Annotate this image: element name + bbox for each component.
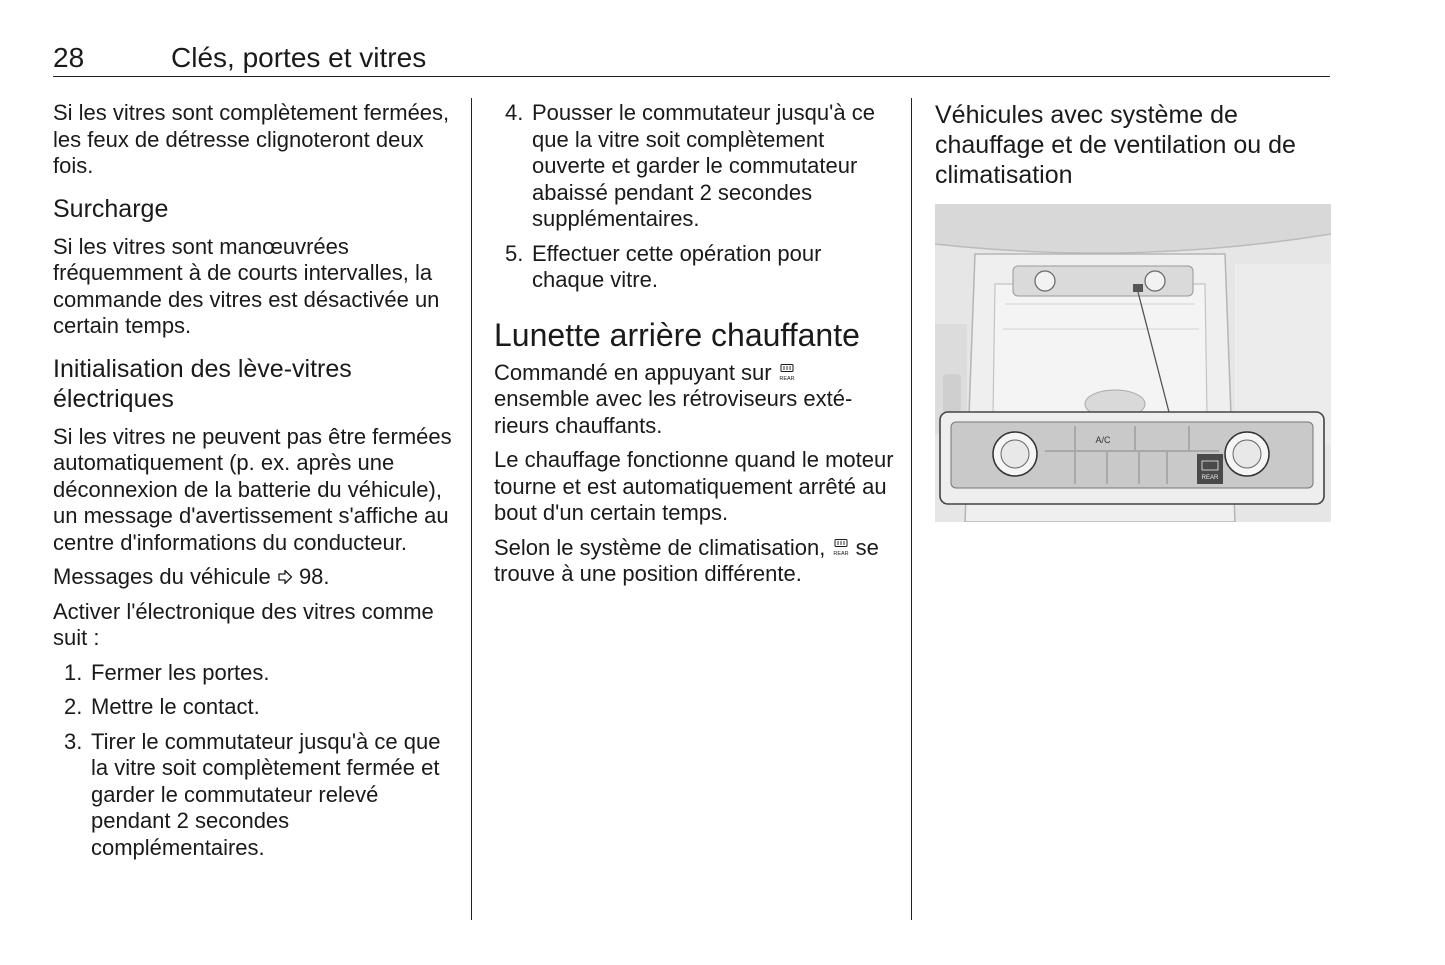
list-item [494,100,894,233]
step-text: Tirer le commutateur jusqu'à ce que la vitre soit complètement fermée et garder le commutateur relevé pendant 2 secondes complémentaires. [91,728,441,860]
messages-page-ref: 98. [298,564,330,589]
init-paragraph: Si les vitres ne peuvent pas être fermées automatiquement (p. ex. après une déconnexion de la batterie du véhicule), un message d'avertissement s'affiche au centre d'informations du conducteur. [53,423,452,555]
chapter-title: Clés, portes et vitres [171,42,427,73]
page-header [53,40,1330,77]
rear-window-paragraph [494,360,894,440]
position-paragraph [494,535,894,588]
surcharge-paragraph: Si les vitres sont manœuvrées fréquemment à de courts intervalles, la commande des vitres est désactivée un certain temps. [53,233,440,338]
step-text: Fermer les portes. [91,659,270,685]
rear-label: REAR [1201,475,1219,481]
list-item [53,729,453,862]
column-divider [471,98,472,920]
paragraph-text: se trouve à une position différente. [494,534,879,586]
step-text: Mettre le contact. [91,694,260,719]
step-number: 2. [64,694,83,719]
list-item [53,694,453,721]
column-left [53,100,453,869]
step-text: Pousser le commutateur jusqu'à ce que la vitre soit complètement ouverte et garder le commutateur abaissé pendant 2 secondes supplémentaires. [532,100,875,231]
step-number: 3. [64,728,83,754]
init-heading: Initialisation des lève-vitres électriques [53,354,352,413]
arrow-right-outline-icon [277,569,293,585]
surcharge-heading: Surcharge [53,194,169,223]
step-number: 5. [505,240,524,266]
steps-list [53,660,453,862]
messages-paragraph [53,564,453,591]
ac-label: A/C [1095,435,1111,445]
svg-text:REAR: REAR [832,550,849,557]
paragraph-text: Selon le système de climatisation, [494,534,826,560]
list-item [494,241,894,294]
column-middle [494,100,894,596]
heating-paragraph: Le chauffage fonctionne quand le moteur tourne et est automatiquement arrêté au bout d'un certain temps. [494,447,894,525]
section-heading: Véhicules avec système de chauffage et de ventilation ou de climatisation [935,101,1296,189]
step-text: Effectuer cette opération pour chaque vitre. [532,240,822,292]
steps-list-continued [494,100,894,294]
activate-paragraph: Activer l'électronique des vitres comme suit : [53,598,434,650]
rear-window-defrost-icon [778,363,796,383]
svg-text:REAR: REAR [779,375,795,382]
step-number: 4. [505,100,524,125]
list-item [53,660,453,687]
paragraph-text: ensemble avec les rétroviseurs extérieurs chauffants. [494,386,853,438]
paragraph-text: Commandé en appuyant sur [494,359,772,385]
page-number: 28 [53,42,85,73]
step-number: 1. [64,659,83,685]
column-divider [911,98,912,920]
section-heading: Lunette arrière chauffante [494,316,860,353]
intro-paragraph: Si les vitres sont complètement fermées, les feux de détresse clignoteront deux fois. [53,100,450,178]
messages-text: Messages du véhicule [53,564,271,589]
column-right [935,100,1331,522]
climate-control-illustration [935,204,1331,522]
rear-window-defrost-icon [832,538,850,558]
